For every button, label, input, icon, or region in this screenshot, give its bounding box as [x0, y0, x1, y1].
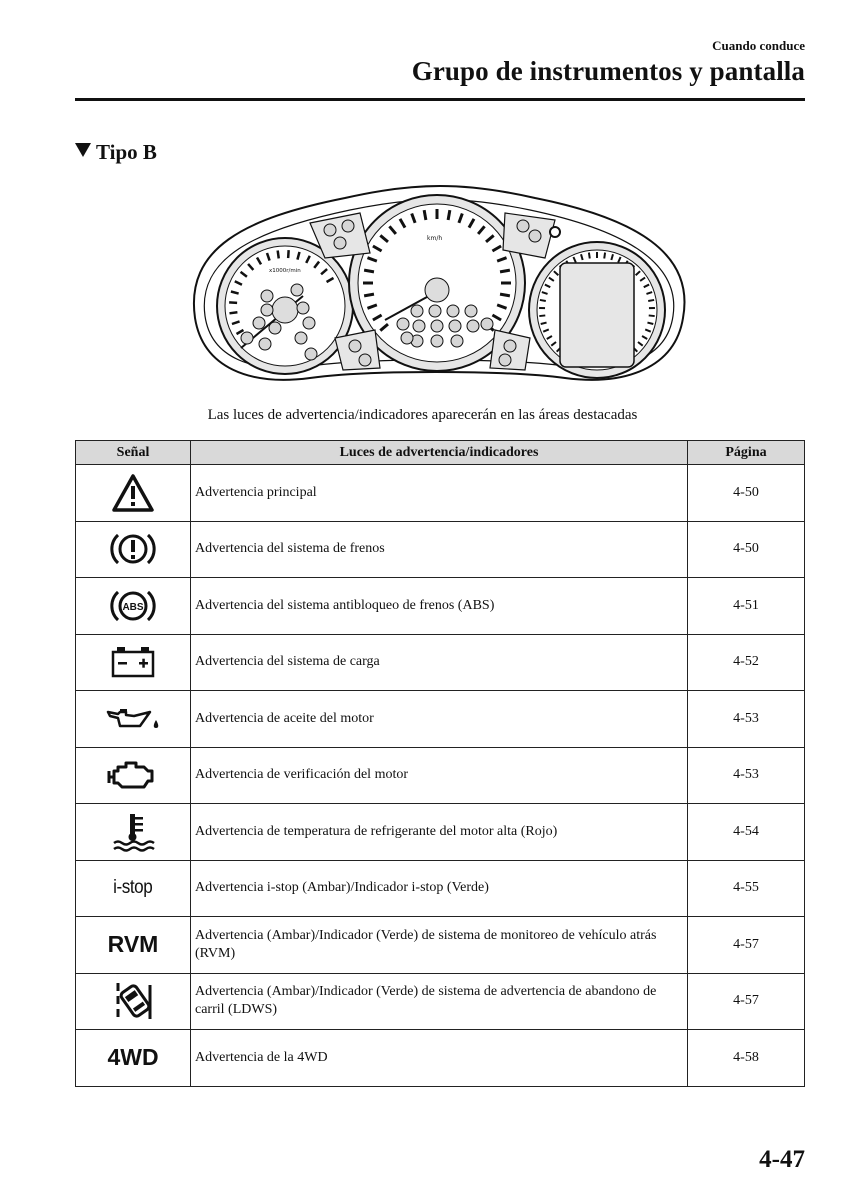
table-row	[76, 465, 805, 522]
abs-warning-icon	[107, 586, 159, 626]
section-title: Tipo B	[96, 140, 157, 164]
row-description: Advertencia (Ambar)/Indicador (Verde) de sistema de monitoreo de vehículo atrás (RVM)	[191, 917, 688, 974]
row-description: Advertencia del sistema de carga	[191, 634, 688, 691]
row-description: Advertencia del sistema de frenos	[191, 521, 688, 578]
table-row	[76, 691, 805, 748]
4wd-icon: 4WD	[107, 1044, 159, 1071]
tachometer-gauge	[217, 238, 353, 374]
signal-cell	[76, 691, 191, 748]
table-row	[76, 1030, 805, 1087]
signal-cell	[76, 1030, 191, 1087]
tach-unit-label: x1000r/min	[269, 268, 301, 274]
gauge-tick	[541, 323, 547, 324]
signal-cell	[76, 578, 191, 635]
figure-caption: Las luces de advertencia/indicadores aparecerán en las áreas destacadas	[207, 407, 638, 423]
row-description: Advertencia de aceite del motor	[191, 691, 688, 748]
table-header-row	[76, 441, 805, 465]
signal-cell	[76, 973, 191, 1030]
row-page: 4-57	[688, 917, 805, 974]
signal-cell	[76, 465, 191, 522]
column-header-page: Página	[688, 441, 805, 465]
section-heading	[75, 140, 157, 165]
gauge-tick	[229, 312, 237, 313]
gauge-tick	[649, 315, 655, 316]
abs-icon-text: ABS	[122, 601, 144, 613]
gauge-tick	[448, 210, 450, 220]
row-description: Advertencia principal	[191, 465, 688, 522]
table-row	[76, 860, 805, 917]
row-page: 4-52	[688, 634, 805, 691]
fuel-display-gauge	[529, 242, 665, 378]
gauge-tick	[229, 302, 237, 303]
oil-can-icon	[104, 704, 162, 734]
row-page: 4-50	[688, 521, 805, 578]
gauge-tick	[424, 210, 426, 220]
row-page: 4-55	[688, 860, 805, 917]
check-engine-icon	[106, 757, 160, 793]
triangle-bullet-icon	[75, 143, 91, 157]
row-page: 4-53	[688, 747, 805, 804]
table-row	[76, 747, 805, 804]
gauge-tick	[589, 253, 590, 259]
table-row	[76, 917, 805, 974]
gauge-tick	[500, 270, 510, 272]
signal-cell	[76, 521, 191, 578]
column-header-lights: Luces de advertencia/indicadores	[191, 441, 688, 465]
table-row	[76, 578, 805, 635]
brake-warning-icon	[107, 529, 159, 569]
row-description: Advertencia de verificación del motor	[191, 747, 688, 804]
instrument-cluster-figure	[185, 178, 690, 393]
i-stop-icon: i-stop	[113, 877, 153, 899]
column-header-signal: Señal	[76, 441, 191, 465]
warning-triangle-icon	[111, 473, 155, 513]
row-description: Advertencia de la 4WD	[191, 1030, 688, 1087]
gauge-tick	[278, 250, 279, 258]
row-description: Advertencia i-stop (Ambar)/Indicador i-stop (Verde)	[191, 860, 688, 917]
signal-cell	[76, 747, 191, 804]
gauge-tick	[539, 315, 545, 316]
gauge-tick	[364, 270, 374, 272]
page-title: Grupo de instrumentos y pantalla	[411, 56, 805, 86]
row-page: 4-58	[688, 1030, 805, 1087]
speed-unit-label: km/h	[427, 235, 443, 242]
table-row	[76, 804, 805, 861]
signal-cell	[76, 804, 191, 861]
row-page: 4-50	[688, 465, 805, 522]
gauge-tick	[288, 250, 289, 258]
battery-icon	[108, 644, 158, 680]
signal-cell	[76, 634, 191, 691]
warning-lights-table	[75, 440, 805, 1087]
row-page: 4-51	[688, 578, 805, 635]
page-number: 4-47	[759, 1146, 805, 1173]
table-row	[76, 973, 805, 1030]
gauge-tick	[648, 300, 654, 301]
signal-cell	[76, 917, 191, 974]
row-page: 4-53	[688, 691, 805, 748]
chapter-label: Cuando conduce	[712, 38, 805, 53]
row-description: Advertencia del sistema antibloqueo de frenos (ABS)	[191, 578, 688, 635]
gauge-tick	[364, 294, 374, 296]
signal-cell	[76, 860, 191, 917]
lane-departure-icon	[110, 979, 156, 1023]
rvm-icon: RVM	[107, 931, 159, 958]
row-description: Advertencia (Ambar)/Indicador (Verde) de sistema de advertencia de abandono de carril (LDWS)	[191, 973, 688, 1030]
table-row	[76, 634, 805, 691]
gauge-tick	[540, 300, 546, 301]
row-page: 4-54	[688, 804, 805, 861]
row-description: Advertencia de temperatura de refrigerante del motor alta (Rojo)	[191, 804, 688, 861]
gauge-tick	[500, 294, 510, 296]
coolant-temperature-icon	[108, 812, 158, 852]
row-page: 4-57	[688, 973, 805, 1030]
table-row	[76, 521, 805, 578]
gauge-tick	[647, 323, 653, 324]
gauge-tick	[604, 253, 605, 259]
header-rule	[75, 98, 805, 101]
